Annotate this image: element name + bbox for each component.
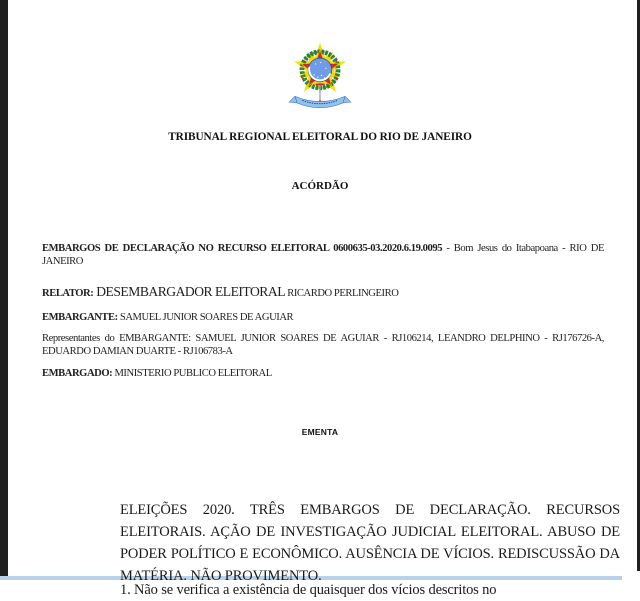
embargado-label: EMBARGADO: xyxy=(42,367,113,379)
document-type-heading: ACÓRDÃO xyxy=(291,180,349,192)
embargado-line xyxy=(42,367,604,380)
representantes-paragraph: Representantes do EMBARGANTE: SAMUEL JUNIOR SOARES DE AGUIAR - RJ106214, LEANDRO DELPHINO - RJ176726-A, EDUARDO DAMIAN DUARTE - RJ106783-A xyxy=(42,332,604,358)
case-proceeding-number: EMBARGOS DE DECLARAÇÃO NO RECURSO ELEITORAL 0600635-03.2020.6.19.0095 xyxy=(42,242,443,254)
relator-line xyxy=(42,285,604,300)
viewer-left-edge xyxy=(0,0,8,576)
case-municipality: - Bom Jesus do Itabapoana - RIO DE JANEIRO xyxy=(42,242,604,267)
brazil-coat-of-arms-icon xyxy=(283,36,357,114)
embargante-label: EMBARGANTE: xyxy=(42,311,118,323)
embargante-name: SAMUEL JUNIOR SOARES DE AGUIAR xyxy=(117,311,294,323)
ementa-summary-paragraph: ELEIÇÕES 2020. TRÊS EMBARGOS DE DECLARAÇÃO. RECURSOS ELEITORAIS. AÇÃO DE INVESTIGAÇÃO JUDICIAL ELEITORAL. ABUSO DE PODER POLÍTICO E ECONÔMICO. AUSÊNCIA DE VÍCIOS. REDISCUSSÃO DA MATÉRIA. NÃO PROVIMENTO. xyxy=(120,501,620,584)
court-name-heading: TRIBUNAL REGIONAL ELEITORAL DO RIO DE JANEIRO xyxy=(168,131,472,143)
relator-name: RICARDO PERLINGEIRO xyxy=(285,287,399,299)
relator-label: RELATOR: xyxy=(42,287,94,299)
case-caption xyxy=(42,242,604,268)
embargado-name: MINISTERIO PUBLICO ELEITORAL xyxy=(112,367,272,379)
ementa-item-1-partial: 1. Não se verifica a existência de quaisquer dos vícios descritos no xyxy=(120,581,497,598)
relator-title: DESEMBARGADOR ELEITORAL xyxy=(93,283,285,299)
ementa-heading: EMENTA xyxy=(301,427,339,437)
embargante-line xyxy=(42,311,604,324)
